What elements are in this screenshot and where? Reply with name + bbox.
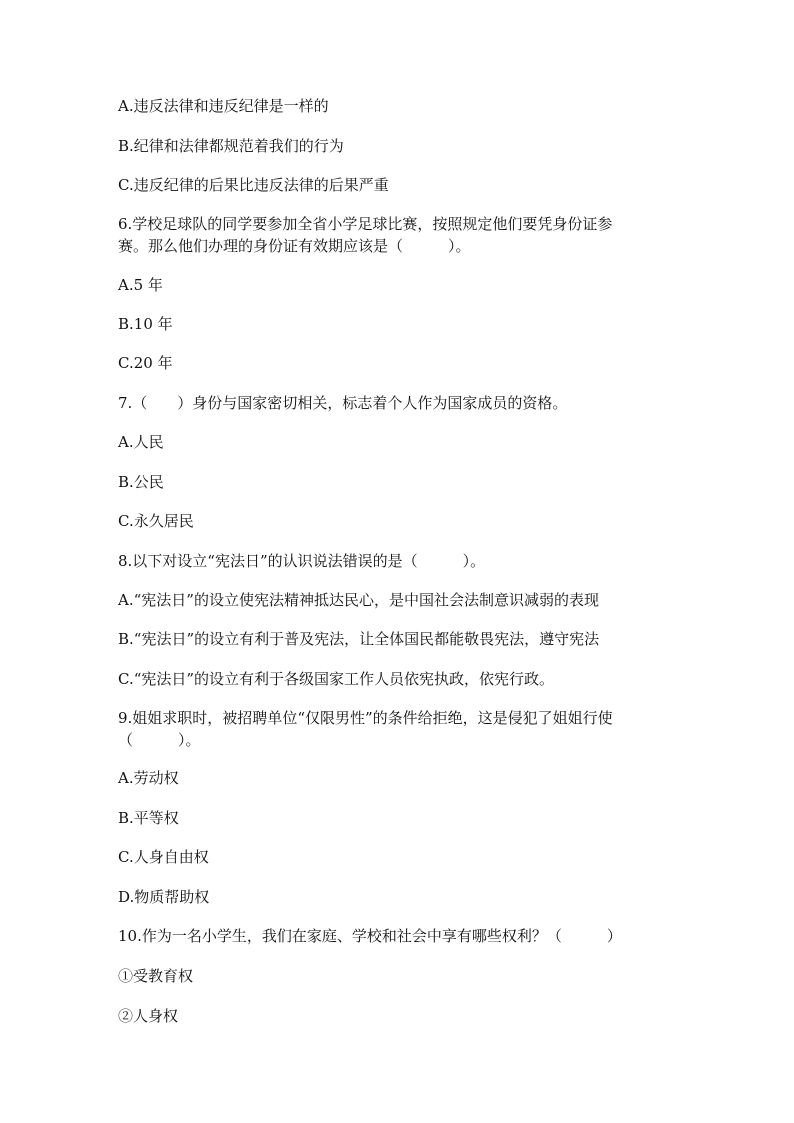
q6-stem-line-1: 6.学校足球队的同学要参加全省小学足球比赛，按照规定他们要凭身份证参	[118, 215, 613, 233]
q10-item-1: ①受教育权	[118, 967, 194, 985]
q9-stem-line-1: 9.姐姐求职时，被招聘单位“仅限男性”的条件给拒绝，这是侵犯了姐姐行使	[118, 709, 613, 727]
q10-stem: 10.作为一名小学生，我们在家庭、学校和社会中享有哪些权利？（ ）	[118, 927, 622, 945]
q9-option-b: B.平等权	[118, 809, 179, 827]
q9-option-d: D.物质帮助权	[118, 888, 210, 906]
q9-stem-line-2: （ ）。	[118, 731, 201, 749]
q7-option-b: B.公民	[118, 473, 164, 491]
q8-stem: 8.以下对设立“宪法日”的认识说法错误的是（ ）。	[118, 552, 486, 570]
q7-stem: 7.（ ）身份与国家密切相关，标志着个人作为国家成员的资格。	[118, 394, 568, 412]
q6-option-b: B.10 年	[118, 315, 173, 333]
q7-option-a: A.人民	[118, 433, 164, 451]
q6-option-a: A.5 年	[118, 276, 163, 294]
q9-option-c: C.人身自由权	[118, 848, 209, 866]
q5-option-a: A.违反法律和违反纪律是一样的	[118, 97, 329, 115]
q5-option-b: B.纪律和法律都规范着我们的行为	[118, 137, 344, 155]
q5-option-c: C.违反纪律的后果比违反法律的后果严重	[118, 176, 389, 194]
q8-option-b: B.“宪法日”的设立有利于普及宪法，让全体国民都能敬畏宪法，遵守宪法	[118, 630, 600, 648]
q9-option-a: A.劳动权	[118, 769, 179, 787]
q8-option-c: C.“宪法日”的设立有利于各级国家工作人员依宪执政，依宪行政。	[118, 670, 555, 688]
q8-option-a: A.“宪法日”的设立使宪法精神抵达民心，是中国社会法制意识减弱的表现	[118, 591, 599, 609]
q6-stem-line-2: 赛。那么他们办理的身份证有效期应该是（ ）。	[118, 237, 471, 255]
q7-option-c: C.永久居民	[118, 512, 194, 530]
q10-item-2: ②人身权	[118, 1007, 179, 1025]
q6-option-c: C.20 年	[118, 354, 173, 372]
